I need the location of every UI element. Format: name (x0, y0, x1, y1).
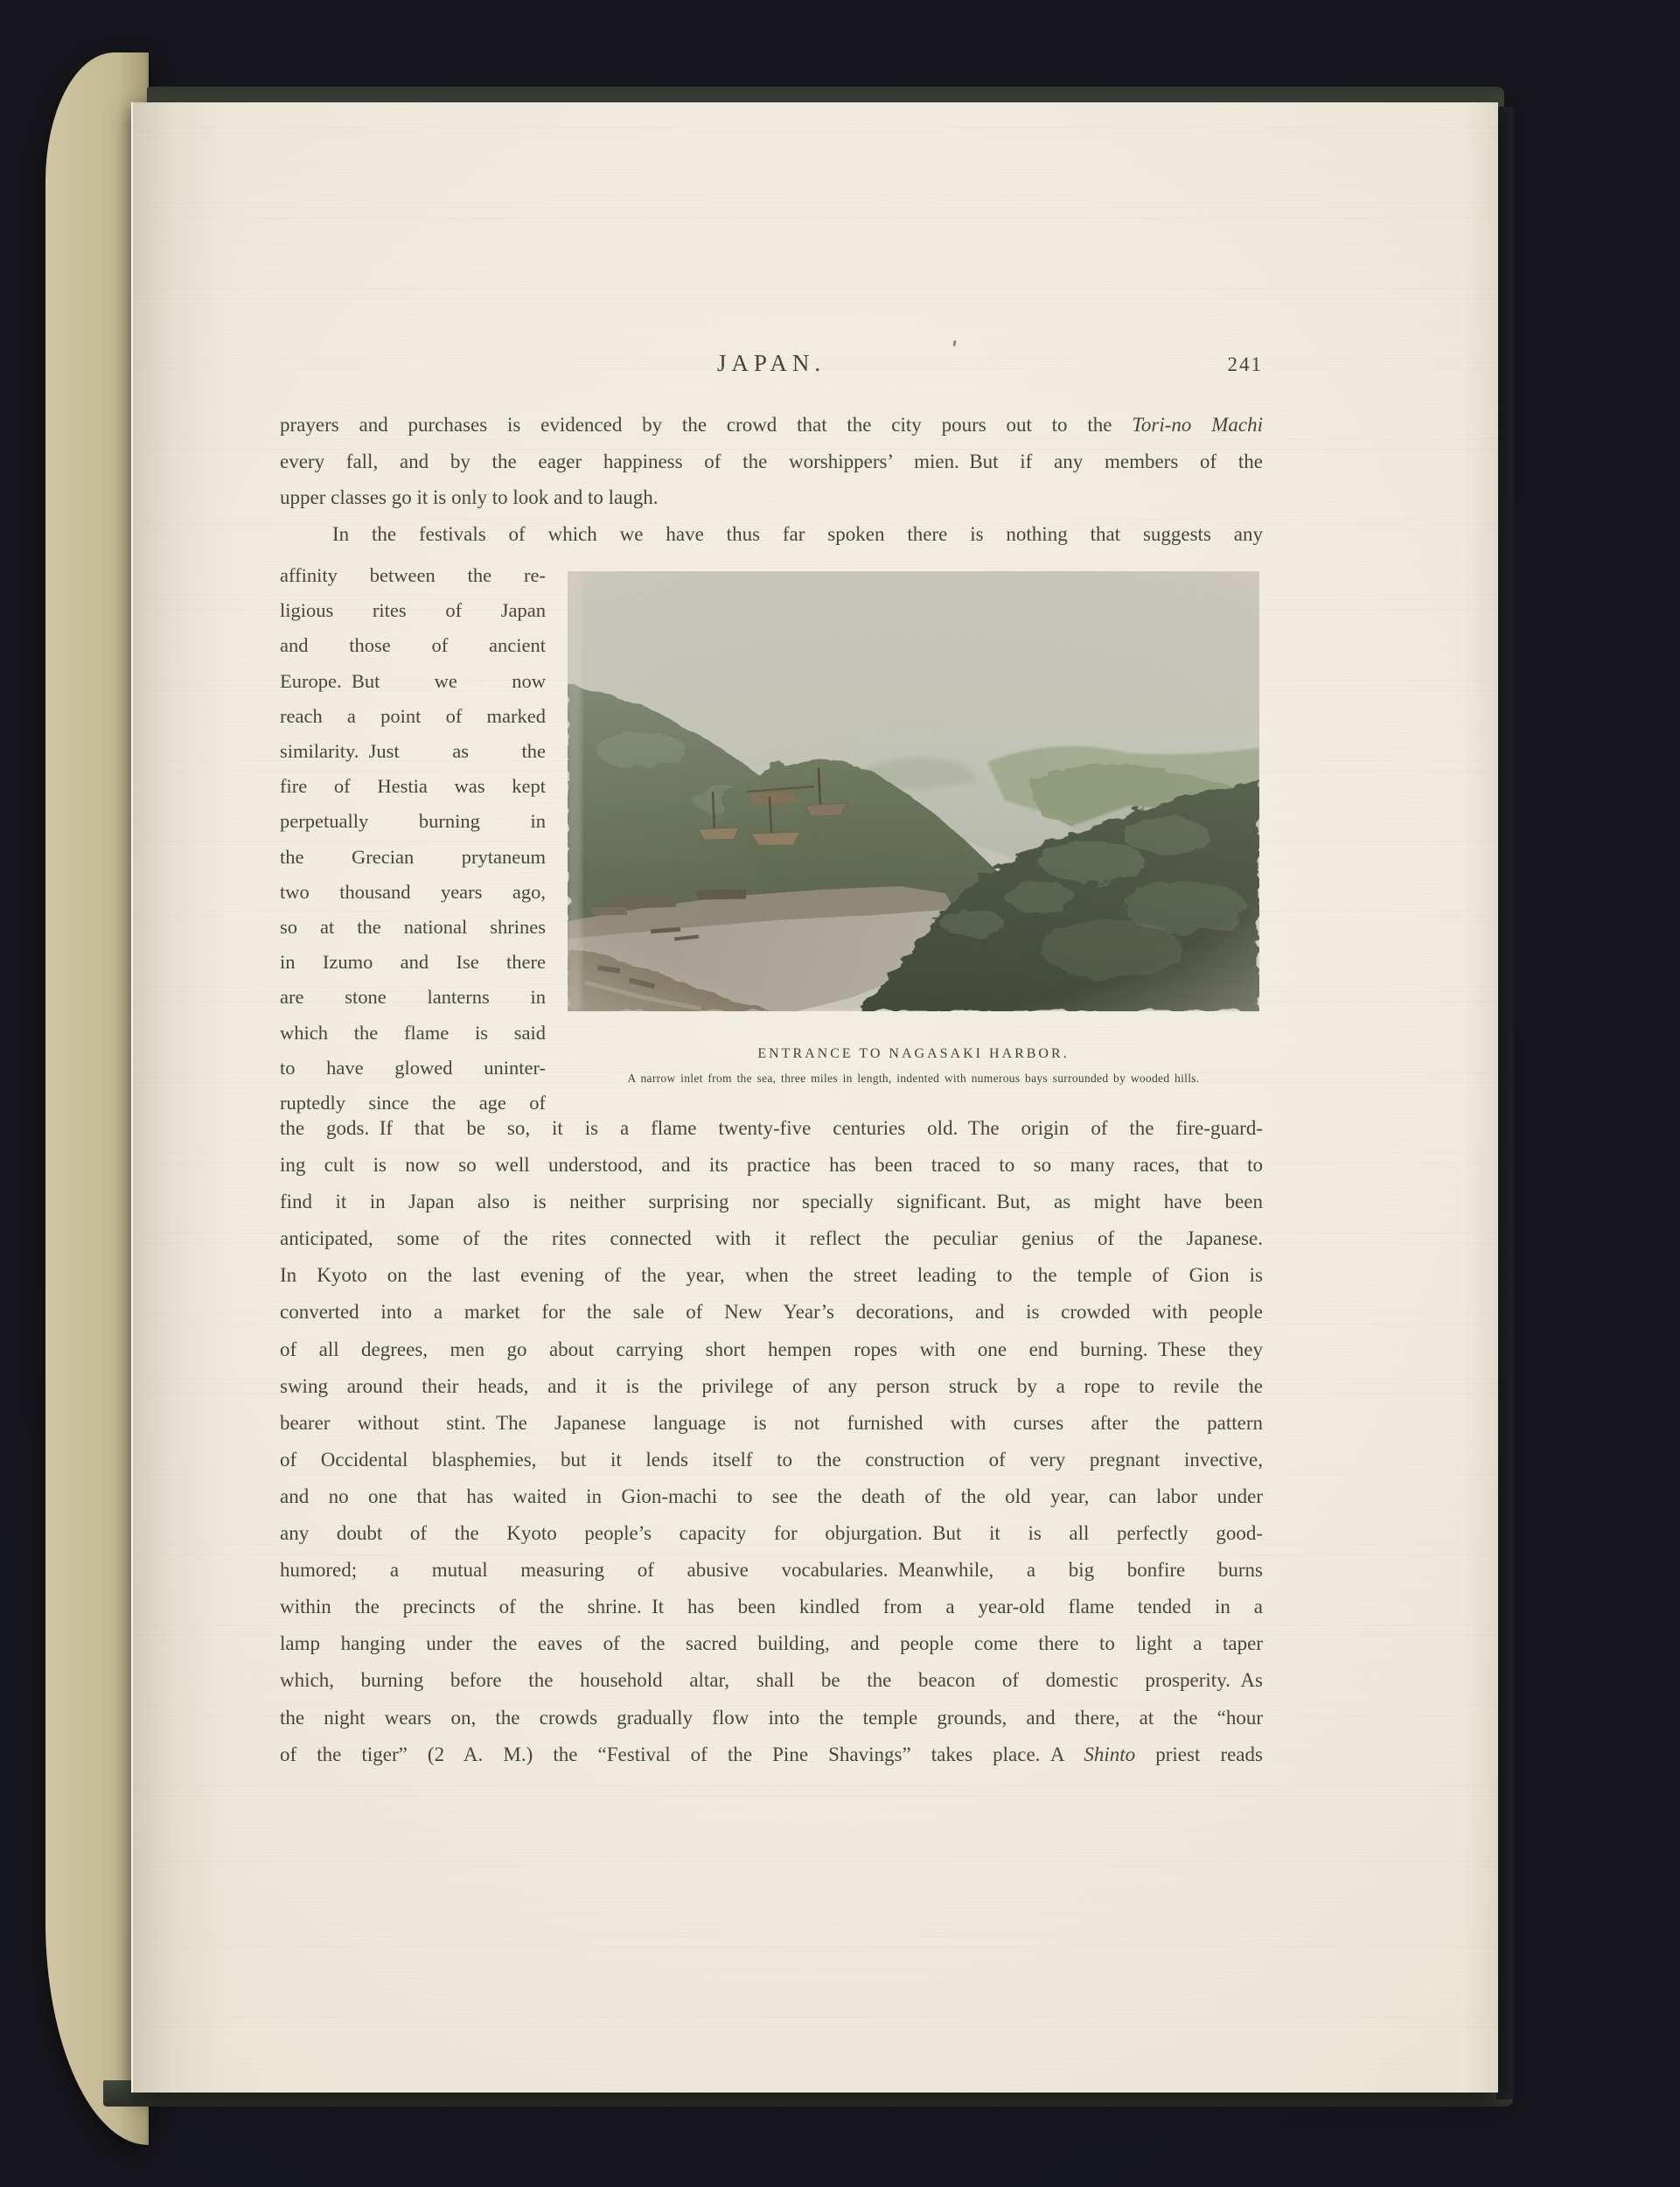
text-segment: every fall, and by the eager happiness of the worshippers’ mien. But if any members of the (280, 450, 1263, 472)
text-segment: find it in Japan also is neither surprising nor specially significant. But, as might have been (280, 1191, 1263, 1213)
text-line (280, 804, 546, 839)
text-line (280, 407, 1263, 444)
text-line (280, 1110, 1263, 1147)
text-line (280, 910, 546, 945)
text-line (280, 664, 546, 699)
text-segment: similarity. Just as the (280, 740, 546, 763)
text-segment: lamp hanging under the eaves of the sacred building, and people come there to light a taper (280, 1632, 1263, 1655)
text-line (280, 1405, 1263, 1442)
text-line (280, 1368, 1263, 1405)
text-segment: Europe. But we now (280, 669, 546, 692)
text-line (280, 444, 1263, 480)
text-segment: of all degrees, men go about carrying short hempen ropes with one end burning. These they (280, 1338, 1263, 1360)
text-line (280, 558, 546, 593)
text-segment: the night wears on, the crowds gradually flow into the temple grounds, and there, at the “hour (280, 1706, 1263, 1729)
text-segment: to have glowed uninter- (280, 1056, 546, 1079)
text-line (280, 1257, 1263, 1294)
text-line (280, 1294, 1263, 1331)
text-line (280, 1331, 1263, 1368)
text-line (280, 699, 546, 734)
page-number: 241 (1227, 353, 1263, 375)
text-line (280, 769, 546, 804)
book-cover-right-edge (1496, 107, 1514, 2100)
text-segment: humored; a mutual measuring of abusive vocabularies. Meanwhile, a big bonfire burns (280, 1559, 1263, 1582)
running-head: JAPAN. (716, 350, 826, 376)
left-text-column (280, 558, 546, 1121)
text-segment: In Kyoto on the last evening of the year, when the street leading to the temple of Gion is (280, 1264, 1263, 1287)
text-segment: of Occidental blasphemies, but it lends itself to the construction of very pregnant invective, (280, 1448, 1263, 1471)
text-line (280, 1552, 1263, 1589)
text-segment: prayers and purchases is evidenced by the crowd that the city pours out to the (280, 414, 1133, 436)
paragraph-top (280, 407, 1263, 552)
text-segment: two thousand years ago, (280, 880, 546, 903)
text-line (280, 1478, 1263, 1515)
text-line (280, 980, 546, 1015)
text-line (280, 628, 546, 663)
text-line (280, 1220, 1263, 1257)
text-segment: Tori-no Machi (1132, 414, 1263, 436)
text-line (280, 1736, 1263, 1773)
text-line (280, 516, 1263, 553)
text-segment: ruptedly since the age of (280, 1092, 546, 1114)
text-line (280, 1184, 1263, 1220)
photo-caption: ENTRANCE TO NAGASAKI HARBOR. (757, 1046, 1070, 1061)
text-line (280, 945, 546, 980)
text-line (280, 1515, 1263, 1552)
text-segment: ing cult is now so well understood, and its practice has been traced to so many races, that to (280, 1154, 1263, 1177)
text-segment: so at the national shrines (280, 916, 546, 939)
fore-edge-shadow (1463, 102, 1498, 2093)
text-line (280, 593, 546, 628)
nagasaki-harbor-photo (568, 571, 1259, 1011)
text-line (280, 479, 1263, 516)
text-segment: reach a point of marked (280, 704, 546, 727)
photo-subcaption: A narrow inlet from the sea, three miles in length, indented with numerous bays surrounded by wooded hills. (627, 1072, 1200, 1085)
text-segment: priest reads (1135, 1743, 1263, 1765)
text-line (280, 840, 546, 875)
text-line (280, 734, 546, 769)
text-line (280, 1051, 546, 1086)
text-segment: upper classes go it is only to look and to laugh. (280, 486, 659, 508)
text-segment: anticipated, some of the rites connected with it reflect the peculiar genius of the Japanese. (280, 1227, 1263, 1250)
text-segment: within the precincts of the shrine. It has been kindled from a year-old flame tended in a (280, 1596, 1263, 1618)
text-segment: affinity between the re- (280, 564, 546, 586)
text-segment: fire of Hestia was kept (280, 775, 546, 798)
text-segment: are stone lanterns in (280, 986, 546, 1009)
text-segment: the Grecian prytaneum (280, 845, 546, 868)
text-line (280, 1147, 1263, 1184)
text-line (280, 1625, 1263, 1662)
text-segment: and no one that has waited in Gion-machi to see the death of the old year, can labor under (280, 1485, 1263, 1507)
print-speck (952, 340, 956, 346)
text-segment: of the tiger” (2 A. M.) the “Festival of the Pine Shavings” takes place. A (280, 1743, 1084, 1765)
text-segment: the gods. If that be so, it is a flame twenty-five centuries old. The origin of the fire-guard- (280, 1117, 1263, 1139)
text-line (280, 1442, 1263, 1478)
text-segment: any doubt of the Kyoto people’s capacity for objurgation. But it is all perfectly good- (280, 1522, 1263, 1545)
harbor-photo-figure (568, 571, 1259, 1011)
text-segment: converted into a market for the sale of New Year’s decorations, and is crowded with people (280, 1301, 1263, 1324)
text-segment: Shinto (1084, 1743, 1136, 1765)
text-segment: In the festivals of which we have thus far spoken there is nothing that suggests any (332, 522, 1263, 545)
text-line (280, 1589, 1263, 1625)
text-segment: swing around their heads, and it is the privilege of any person struck by a rope to revile the (280, 1374, 1263, 1397)
text-line (280, 1662, 1263, 1699)
book-page (131, 102, 1498, 2093)
text-segment: which the flame is said (280, 1021, 546, 1044)
paragraph-main (280, 1110, 1263, 1773)
text-line (280, 1016, 546, 1051)
text-segment: and those of ancient (280, 634, 546, 657)
text-segment: in Izumo and Ise there (280, 951, 546, 974)
text-segment: perpetually burning in (280, 810, 546, 833)
text-segment: bearer without stint. The Japanese language is not furnished with curses after the pattern (280, 1411, 1263, 1434)
text-segment: which, burning before the household altar, shall be the beacon of domestic prosperity. As (280, 1669, 1263, 1692)
text-segment: ligious rites of Japan (280, 599, 546, 622)
gutter-shadow (133, 102, 229, 2093)
text-line (280, 1700, 1263, 1736)
text-line (280, 875, 546, 910)
